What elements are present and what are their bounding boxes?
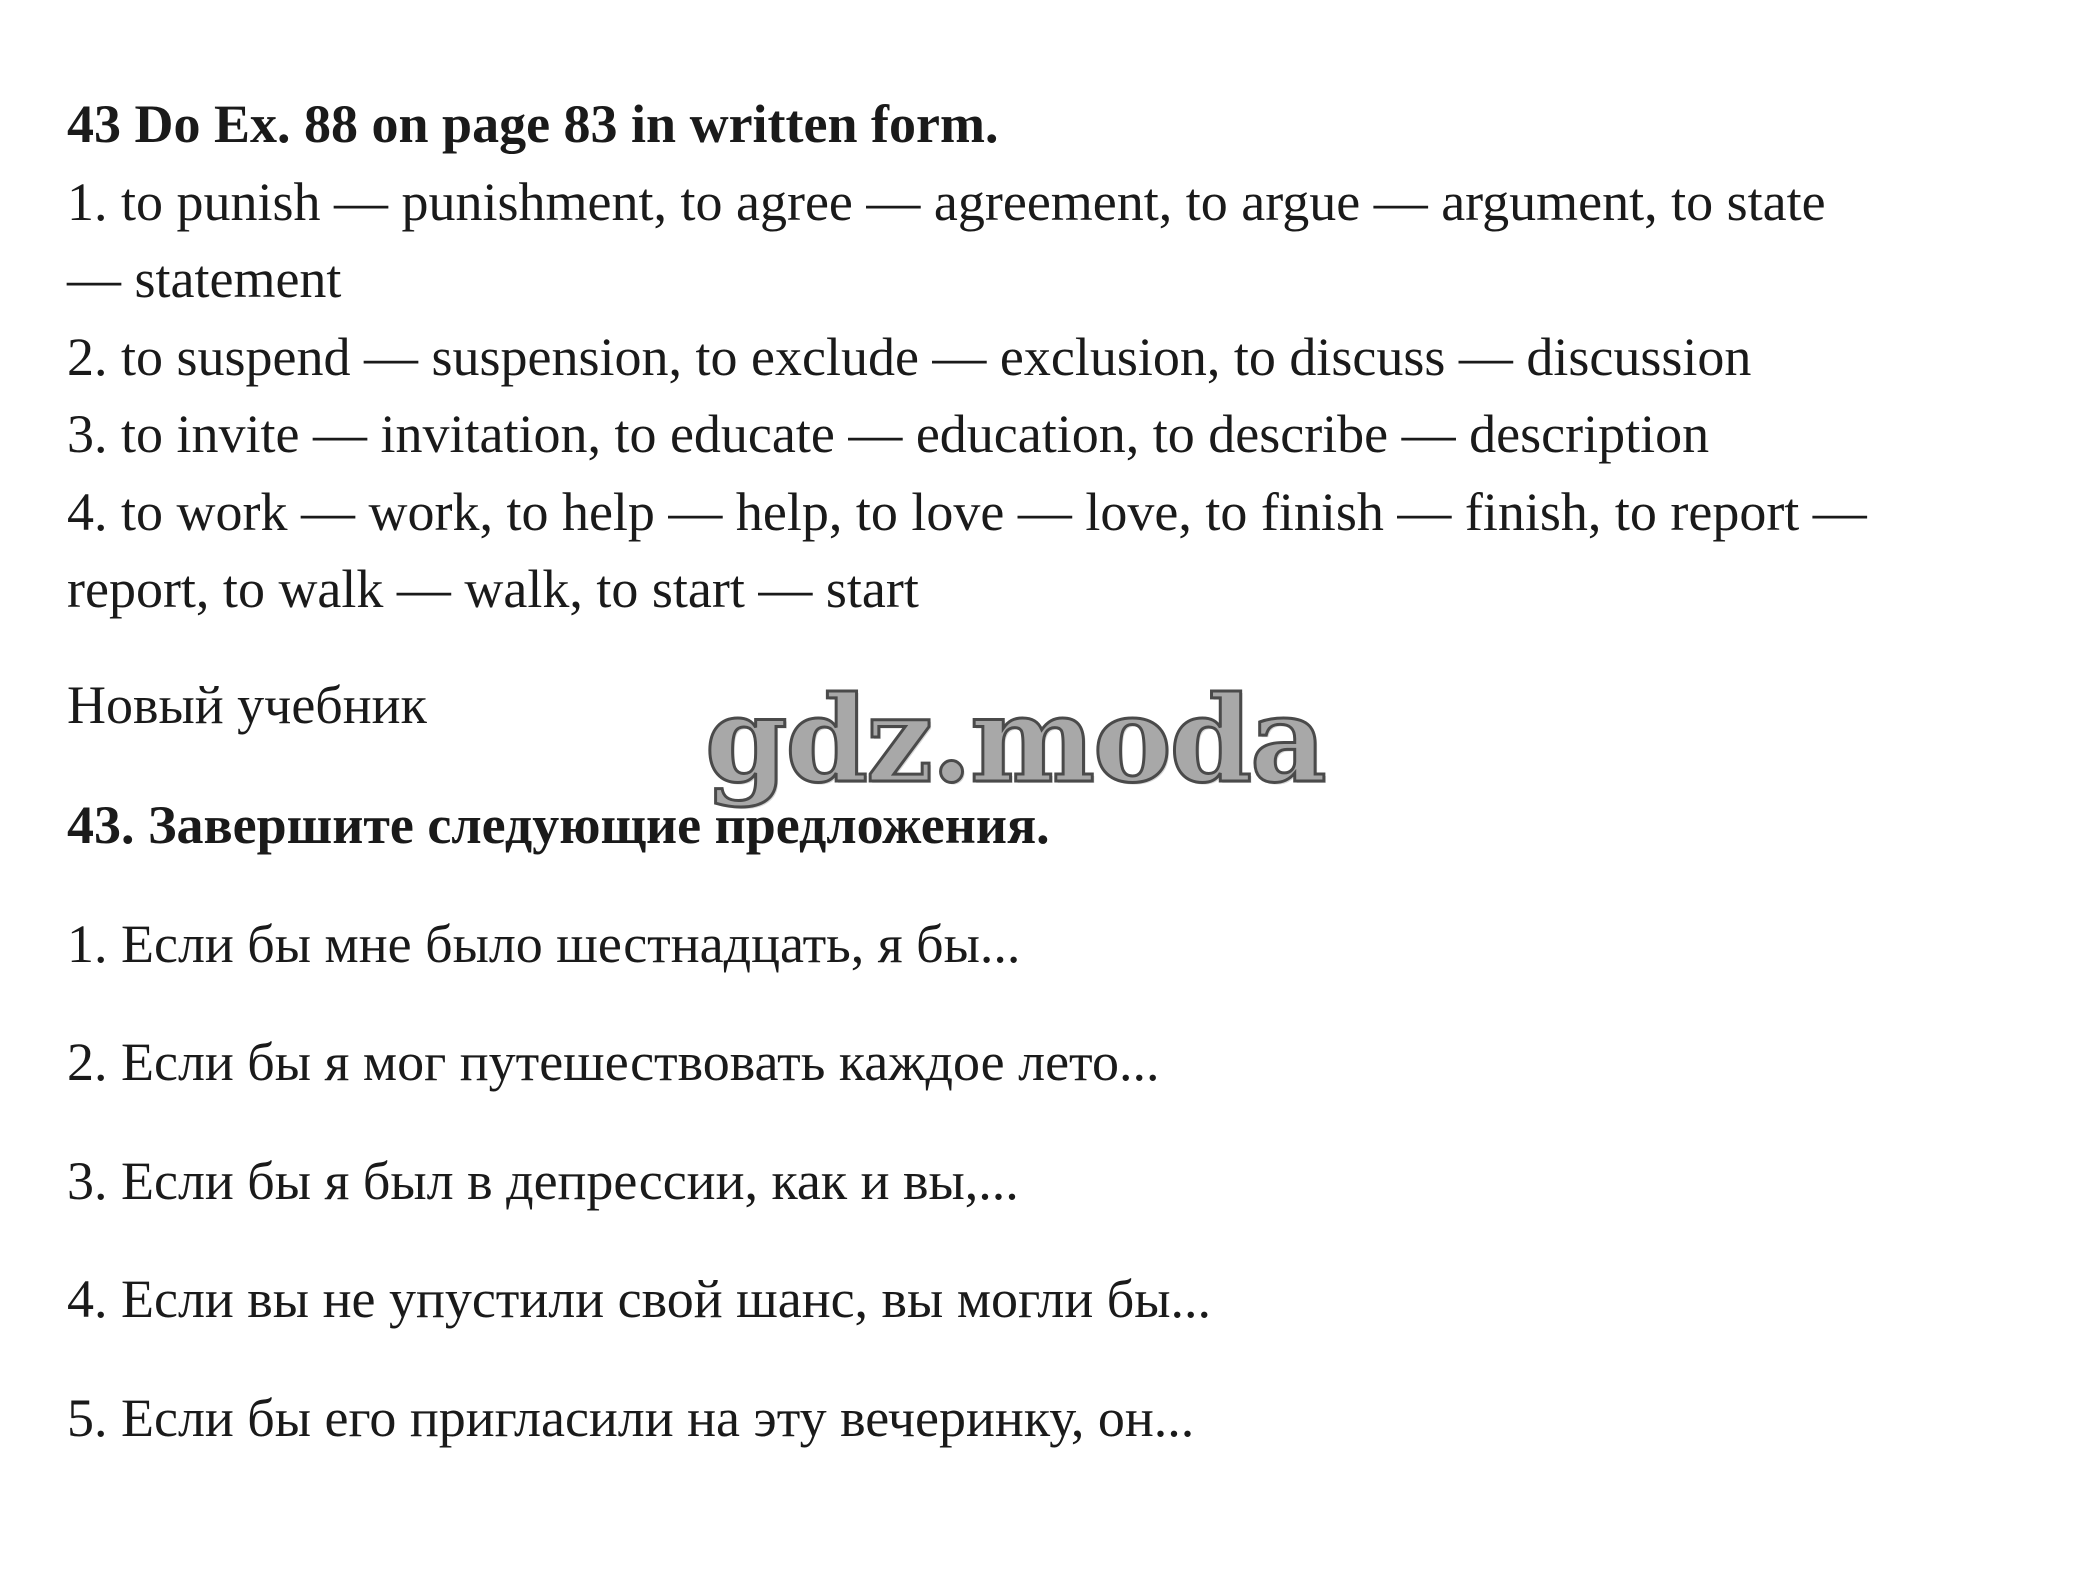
sentence-item: 5. Если бы его пригласили на эту вечеринку, он... bbox=[67, 1388, 1195, 1448]
answer-line-4-continued: report, to walk — walk, to start — start bbox=[67, 559, 919, 619]
exercise-title-en: 43 Do Ex. 88 on page 83 in written form. bbox=[67, 94, 999, 154]
answer-line-3: 3. to invite — invitation, to educate — education, to describe — description bbox=[67, 404, 1710, 464]
section-label: Новый учебник bbox=[67, 675, 427, 735]
answer-line-1-continued: — statement bbox=[67, 249, 342, 309]
answer-line-2: 2. to suspend — suspension, to exclude — exclusion, to discuss — discussion bbox=[67, 327, 1752, 387]
watermark-logo: gdz.moda bbox=[705, 670, 1325, 809]
sentence-item: 4. Если вы не упустили свой шанс, вы могли бы... bbox=[67, 1269, 1212, 1329]
answer-line-1: 1. to punish — punishment, to agree — agreement, to argue — argument, to state bbox=[67, 172, 1826, 232]
sentence-item: 3. Если бы я был в депрессии, как и вы,... bbox=[67, 1151, 1019, 1211]
sentence-item: 1. Если бы мне было шестнадцать, я бы... bbox=[67, 914, 1021, 974]
answer-line-4: 4. to work — work, to help — help, to love — love, to finish — finish, to report — bbox=[67, 482, 1867, 542]
exercise-title-ru: 43. Завершите следующие предложения. bbox=[67, 795, 1050, 855]
sentence-item: 2. Если бы я мог путешествовать каждое лето... bbox=[67, 1032, 1160, 1092]
